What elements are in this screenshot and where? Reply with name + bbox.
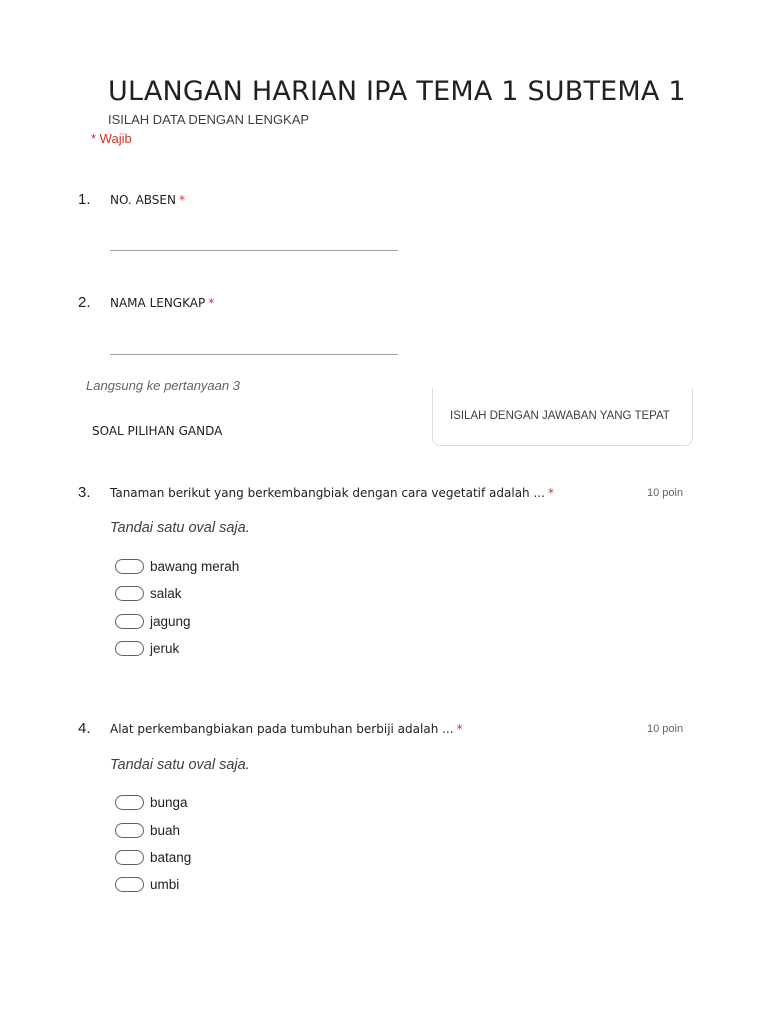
question-4-title-text: Alat perkembangbiakan pada tumbuhan berbiji adalah ...: [110, 722, 454, 736]
question-1-title-text: NO. ABSEN: [110, 193, 176, 207]
section-description-box: [432, 388, 693, 446]
radio-oval[interactable]: [115, 823, 144, 838]
option-bawang-merah[interactable]: [115, 556, 239, 576]
question-3-instruction: Tandai satu oval saja.: [110, 520, 250, 536]
goto-note: Langsung ke pertanyaan 3: [86, 378, 240, 393]
question-3-number: 3.: [78, 484, 91, 501]
question-2-title: [110, 296, 214, 310]
option-jeruk[interactable]: [115, 638, 179, 658]
radio-oval[interactable]: [115, 877, 144, 892]
radio-oval[interactable]: [115, 795, 144, 810]
option-label: batang: [150, 849, 192, 865]
option-label: bunga: [150, 794, 188, 810]
question-4-instruction: Tandai satu oval saja.: [110, 757, 250, 773]
option-label: bawang merah: [150, 558, 240, 574]
radio-oval[interactable]: [115, 850, 144, 865]
question-4-points: 10 poin: [647, 723, 684, 735]
option-label: umbi: [150, 876, 180, 892]
radio-oval[interactable]: [115, 559, 144, 574]
option-bunga[interactable]: [115, 792, 188, 812]
question-2-title-text: NAMA LENGKAP: [110, 296, 206, 310]
question-1-number: 1.: [78, 191, 91, 208]
required-asterisk: *: [208, 296, 215, 310]
required-asterisk: *: [456, 722, 463, 736]
option-label: jeruk: [150, 640, 180, 656]
question-1-title: [110, 193, 185, 207]
radio-oval[interactable]: [115, 586, 144, 601]
option-umbi[interactable]: [115, 874, 179, 894]
option-label: buah: [150, 822, 181, 838]
question-3-title-text: Tanaman berikut yang berkembangbiak dengan cara vegetatif adalah ...: [110, 486, 545, 500]
question-4-number: 4.: [78, 720, 91, 737]
option-buah[interactable]: [115, 820, 180, 840]
form-description: ISILAH DATA DENGAN LENGKAP: [108, 112, 310, 127]
required-note: * Wajib: [91, 131, 132, 146]
option-jagung[interactable]: [115, 611, 191, 631]
option-batang[interactable]: [115, 847, 191, 867]
question-2-answer-field[interactable]: [110, 354, 398, 355]
form-title: ULANGAN HARIAN IPA TEMA 1 SUBTEMA 1: [108, 76, 686, 107]
option-label: salak: [150, 585, 182, 601]
option-label: jagung: [150, 613, 191, 629]
section-title: SOAL PILIHAN GANDA: [92, 424, 223, 438]
option-salak[interactable]: [115, 583, 182, 603]
question-4-title: [110, 722, 463, 736]
question-1-answer-field[interactable]: [110, 250, 398, 251]
required-asterisk: *: [547, 486, 554, 500]
radio-oval[interactable]: [115, 641, 144, 656]
radio-oval[interactable]: [115, 614, 144, 629]
section-description: ISILAH DENGAN JAWABAN YANG TEPAT: [450, 410, 670, 422]
question-3-points: 10 poin: [647, 487, 684, 499]
question-3-title: [110, 486, 554, 500]
question-2-number: 2.: [78, 294, 91, 311]
required-asterisk: *: [178, 193, 185, 207]
